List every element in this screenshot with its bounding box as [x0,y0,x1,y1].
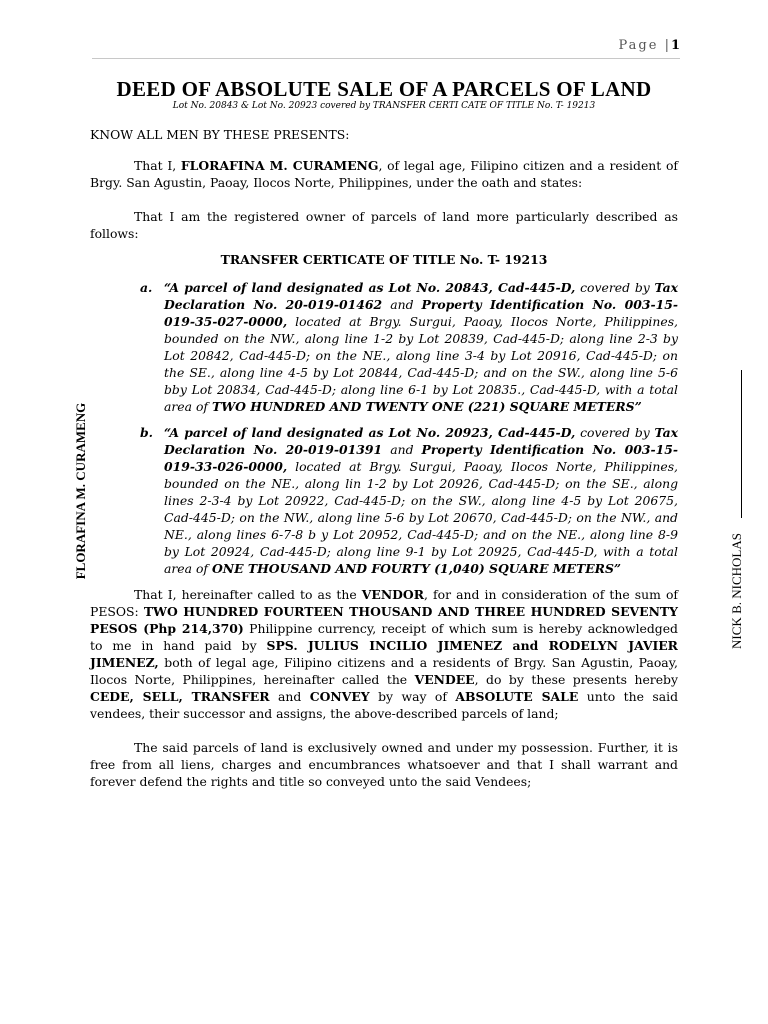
paragraph-declarant [90,157,678,191]
parcel-area: ONE THOUSAND AND FOURTY (1,040) SQUARE METERS” [211,561,622,576]
tct-heading: TRANSFER CERTICATE OF TITLE No. T- 19213 [220,252,548,267]
page-number: 1 [670,38,680,53]
text-run: located at Brgy. Surgui, Paoay, Ilocos Norte, Philippines, bounded on the NW., along line 1-2 by Lot 20839, Cad-445-D; along line 2-3 by Lot 20842, Cad-445-D; on the NE., along line 3-4 by Lot 20916, Cad-445-D; on the SE., along line 4-5 by Lot 20844, Cad-445-D; and on the SW., along line 5-6 bby Lot 20834, Cad-445-D; along line 6-1 by Lot 20835., Cad-445-D, with a total area of [164,314,678,414]
tax-declaration: Tax Declaration No. 20-019-01462 [164,280,678,312]
text-run: VENDEE [414,672,475,687]
parcel-letter: a. [140,280,153,295]
text-run: located at Brgy. Surgui, Paoay, Ilocos Norte, Philippines, bounded on the NE., along lin 1-2 by Lot 20926, Cad-445-D; on the SE., along lines 2-3-4 by Lot 20922, Cad-445-D; on the SW., along line 4-5 by Lot 20675, Cad-445-D; on the NW., along line 5-6 by Lot 20670, Cad-445-D; on the NW., and NE., along lines 6-7-8 b y Lot 20952, Cad-445-D; and on the NE., along line 8-9 by Lot 20924, Cad-445-D; along line 9-1 by Lot 20925, Cad-445-D, with a total area of [164,459,678,576]
text-run: , of legal age, Filipino citizen and a resident of Brgy. San Agustin, Paoay, Ilocos Norte, Philippines, under the oath and states: [90,158,678,190]
text-run: , do by these presents hereby [474,672,678,687]
paragraph-sale [90,586,678,722]
page-separator: | [664,38,671,53]
document-title: DEED OF ABSOLUTE SALE OF A PARCELS OF LAND [116,77,652,101]
text-run: by way of [369,689,456,704]
text-run: , for and in consideration of the sum of PESOS: [90,587,678,619]
tax-declaration: Tax Declaration No. 20-019-01391 [164,425,678,457]
margin-name-witness: NICK B. NICHOLAS [729,533,744,649]
text-run: “A parcel of land designated as Lot No. 20923, Cad-445-D, [164,425,576,440]
text-run: CEDE, SELL, TRANSFER [90,689,270,704]
property-id: Property Identification No. 003-15-019-35-027-0000, [164,297,678,329]
header-rule [92,58,680,59]
page-label: Page [618,38,659,53]
text-run: covered by [575,425,655,440]
text-run: and [382,442,422,457]
document-subtitle: Lot No. 20843 & Lot No. 20923 covered by TRANSFER CERTI CATE OF TITLE No. T- 19213 [172,101,596,111]
document-body [90,126,678,790]
text-run: That I, hereinafter called to as the [134,587,362,602]
text-run: and [382,297,422,312]
parcel-a-description [164,279,678,415]
parcel-b [140,424,678,577]
text-run: That I, [134,158,181,173]
text-run: covered by [575,280,655,295]
parcel-letter: b. [140,425,153,440]
text-run: and [269,689,310,704]
opening-line: KNOW ALL MEN BY THESE PRESENTS: [90,127,350,142]
signature-line [741,370,742,518]
parcel-a [140,279,678,415]
text-run: unto the said vendees, their successor and assigns, the above-described parcels of land; [90,689,678,721]
text-run: Philippine currency, receipt of which sum is hereby acknowledged to me in hand paid by [90,621,678,653]
right-margin-signature [724,370,750,662]
left-margin-signature [68,380,94,602]
vendor-name: FLORAFINA M. CURAMENG [180,158,379,173]
paragraph-ownership: That I am the registered owner of parcels of land more particularly described as follows: [90,209,678,241]
paragraph-warranty: The said parcels of land is exclusively owned and under my possession. Further, it is free from all liens, charges and encumbrances whatsoever and that I shall warrant and forever defend the rights and title so conveyed unto the said Vendees; [90,740,678,789]
text-run: VENDOR [361,587,425,602]
property-id: Property Identification No. 003-15-019-33-026-0000, [164,442,678,474]
vendee-names: SPS. JULIUS INCILIO JIMENEZ and RODELYN JAVIER JIMENEZ, [90,638,678,670]
parcel-area: TWO HUNDRED AND TWENTY ONE (221) SQUARE METERS” [211,399,642,414]
sale-amount: TWO HUNDRED FOURTEEN THOUSAND AND THREE HUNDRED SEVENTY PESOS (Php 214,370) [90,604,678,636]
text-run: “A parcel of land designated as Lot No. 20843, Cad-445-D, [164,280,576,295]
signature-name-box [724,520,750,662]
text-run: CONVEY [309,689,370,704]
text-run: both of legal age, Filipino citizens and a residents of Brgy. San Agustin, Paoay, Ilocos Norte, Philippines, hereinafter called the [90,655,678,687]
parcel-b-description [164,424,678,577]
page-header [560,38,680,53]
margin-name-vendor: FLORAFINA M. CURAMENG [73,402,88,580]
text-run: ABSOLUTE SALE [455,689,579,704]
